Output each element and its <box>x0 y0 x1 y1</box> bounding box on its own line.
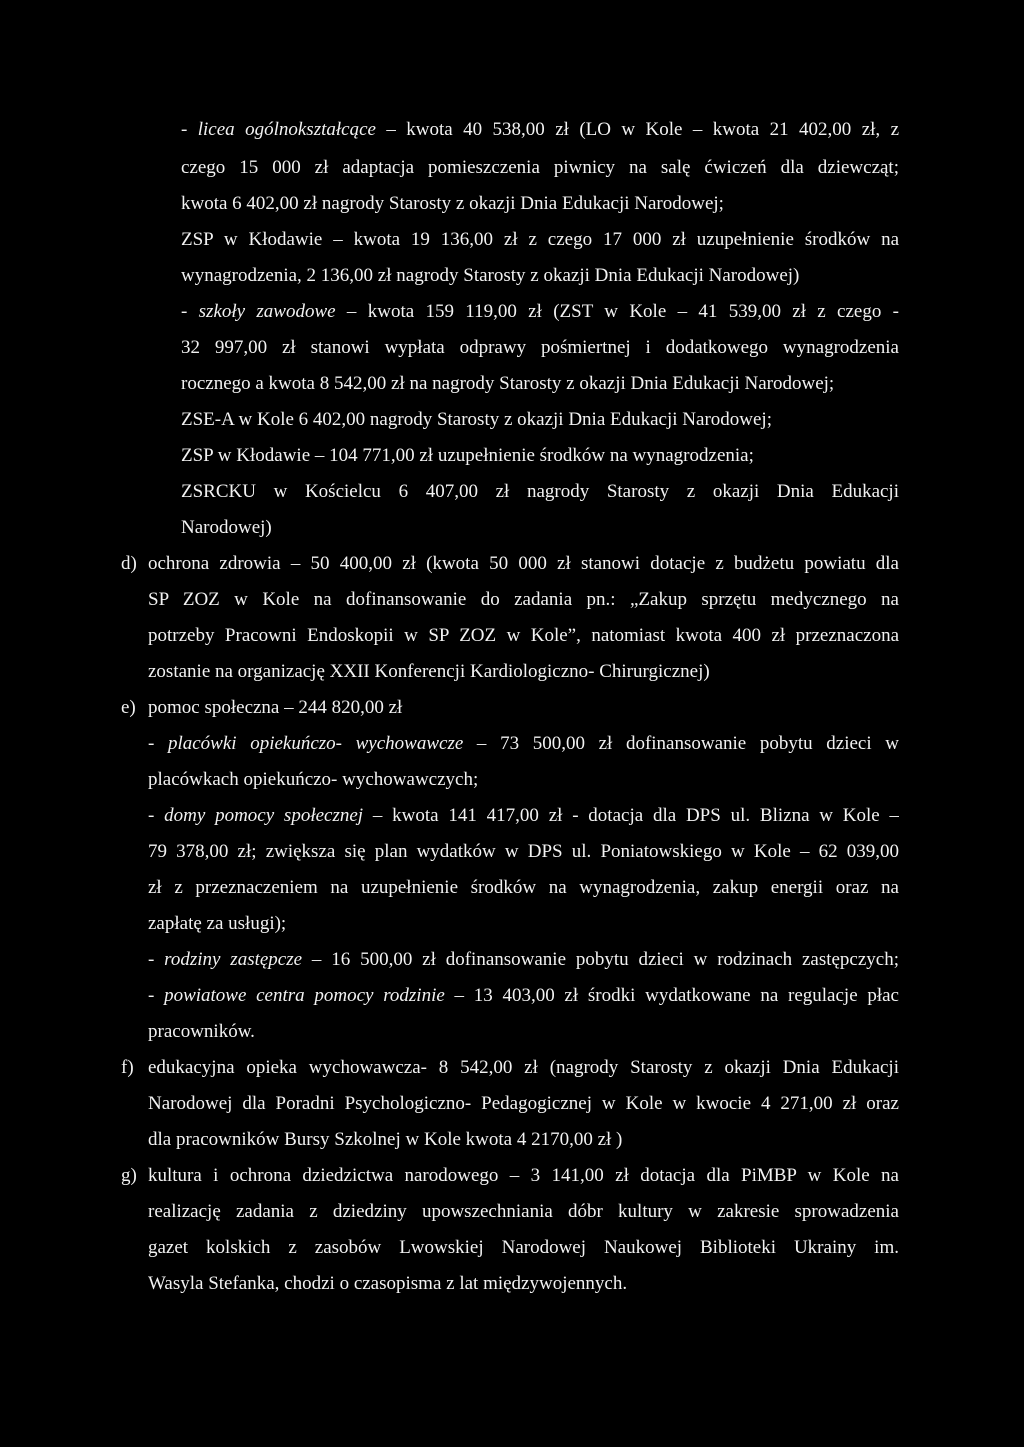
list-item-g <box>0 1161 1024 1191</box>
line-text: 32 997,00 zł stanowi wypłata odprawy pośmiertnej i dodatkowego wynagrodzenia <box>181 337 899 358</box>
line-text: zostanie na organizację XXII Konferencji Kardiologiczno- Chirurgicznej) <box>148 661 710 682</box>
category-term: powiatowe centra pomocy rodzinie <box>164 985 445 1006</box>
paragraph-line <box>0 369 1024 399</box>
paragraph-line <box>0 1269 1024 1299</box>
line-text: Narodowej) <box>181 517 272 538</box>
dash: - <box>148 949 165 970</box>
line-text: gazet kolskich z zasobów Lwowskiej Narodowej Naukowej Biblioteki Ukrainy im. <box>148 1237 899 1258</box>
line-text: ZSP w Kłodawie – 104 771,00 zł uzupełnienie środków na wynagrodzenia; <box>181 445 754 466</box>
paragraph-line <box>0 1089 1024 1119</box>
line-szkoly <box>0 297 1024 327</box>
line-text: wynagrodzenia, 2 136,00 zł nagrody Starosty z okazji Dnia Edukacji Narodowej) <box>181 265 800 286</box>
paragraph-line <box>0 1125 1024 1155</box>
line-text: kwota 6 402,00 zł nagrody Starosty z okazji Dnia Edukacji Narodowej; <box>181 193 724 214</box>
line-rodziny <box>0 945 1024 975</box>
line-text: dla pracowników Bursy Szkolnej w Kole kwota 4 2170,00 zł ) <box>148 1129 623 1150</box>
line-pcpr <box>0 981 1024 1011</box>
line-text: zapłatę za usługi); <box>148 913 287 934</box>
line-text <box>148 729 899 759</box>
line-rest: – 73 500,00 zł dofinansowanie pobytu dzieci w <box>463 733 899 754</box>
line-text: edukacyjna opieka wychowawcza- 8 542,00 zł (nagrody Starosty z okazji Dnia Edukacji <box>148 1057 899 1078</box>
dash: - <box>181 119 198 140</box>
paragraph-line <box>0 333 1024 363</box>
line-text: ZSRCKU w Kościelcu 6 407,00 zł nagrody Starosty z okazji Dnia Edukacji <box>181 481 899 502</box>
paragraph-line <box>0 1233 1024 1263</box>
category-term: szkoły zawodowe <box>198 301 336 322</box>
category-term: rodziny zastępcze <box>164 949 303 970</box>
paragraph-line <box>0 441 1024 471</box>
paragraph-line <box>0 1197 1024 1227</box>
list-item-f <box>0 1053 1024 1083</box>
line-text: SP ZOZ w Kole na dofinansowanie do zadania pn.: „Zakup sprzętu medycznego na <box>148 589 899 610</box>
paragraph-line <box>0 621 1024 651</box>
line-text: placówkach opiekuńczo- wychowawczych; <box>148 769 479 790</box>
line-text: realizację zadania z dziedziny upowszechniania dóbr kultury w zakresie sprowadzenia <box>148 1201 899 1222</box>
list-marker: e) <box>121 697 136 718</box>
line-placowki <box>0 729 1024 759</box>
line-text: ochrona zdrowia – 50 400,00 zł (kwota 50 000 zł stanowi dotacje z budżetu powiatu dla <box>148 553 899 574</box>
line-text <box>148 801 899 831</box>
paragraph-line <box>0 657 1024 687</box>
line-text: potrzeby Pracowni Endoskopii w SP ZOZ w Kole”, natomiast kwota 400 zł przeznaczona <box>148 625 899 646</box>
dash: - <box>181 301 199 322</box>
paragraph-line <box>0 153 1024 183</box>
line-text: 79 378,00 zł; zwiększa się plan wydatków w DPS ul. Poniatowskiego w Kole – 62 039,00 <box>148 841 899 862</box>
paragraph-line <box>0 1017 1024 1047</box>
line-text: rocznego a kwota 8 542,00 zł na nagrody Starosty z okazji Dnia Edukacji Narodowej; <box>181 373 835 394</box>
paragraph-line <box>0 513 1024 543</box>
line-licea <box>0 115 1024 145</box>
line-rest: – 13 403,00 zł środki wydatkowane na regulacje płac <box>444 985 899 1006</box>
line-rest: – kwota 159 119,00 zł (ZST w Kole – 41 539,00 zł z czego - <box>335 301 899 322</box>
paragraph-line <box>0 225 1024 255</box>
line-text: pomoc społeczna – 244 820,00 zł <box>148 697 403 718</box>
line-text: ZSP w Kłodawie – kwota 19 136,00 zł z czego 17 000 zł uzupełnienie środków na <box>181 229 899 250</box>
line-text <box>148 945 899 975</box>
line-text <box>148 981 899 1011</box>
line-rest: – kwota 40 538,00 zł (LO w Kole – kwota 21 402,00 zł, z <box>375 119 899 140</box>
line-text: kultura i ochrona dziedzictwa narodowego – 3 141,00 zł dotacja dla PiMBP w Kole na <box>148 1165 899 1186</box>
line-text <box>181 115 899 145</box>
line-text: pracowników. <box>148 1021 255 1042</box>
paragraph-line <box>0 765 1024 795</box>
paragraph-line <box>0 837 1024 867</box>
line-text: ZSE-A w Kole 6 402,00 nagrody Starosty z okazji Dnia Edukacji Narodowej; <box>181 409 772 430</box>
line-rest: – kwota 141 417,00 zł - dotacja dla DPS ul. Blizna w Kole – <box>363 805 899 826</box>
list-item-d <box>0 549 1024 579</box>
line-text: czego 15 000 zł adaptacja pomieszczenia piwnicy na salę ćwiczeń dla dziewcząt; <box>181 157 899 178</box>
paragraph-line <box>0 261 1024 291</box>
list-item-e <box>0 693 1024 723</box>
dash: - <box>148 985 165 1006</box>
list-marker: g) <box>121 1165 137 1186</box>
category-term: licea ogólnokształcące <box>197 119 376 140</box>
list-marker: f) <box>121 1057 134 1078</box>
line-text: zł z przeznaczeniem na uzupełnienie środków na wynagrodzenia, zakup energii oraz na <box>148 877 899 898</box>
line-rest: – 16 500,00 zł dofinansowanie pobytu dzieci w rodzinach zastępczych; <box>302 949 899 970</box>
paragraph-line <box>0 585 1024 615</box>
paragraph-line <box>0 189 1024 219</box>
paragraph-line <box>0 405 1024 435</box>
line-domy <box>0 801 1024 831</box>
paragraph-line <box>0 873 1024 903</box>
list-marker: d) <box>121 553 137 574</box>
line-text: Narodowej dla Poradni Psychologiczno- Pedagogicznej w Kole w kwocie 4 271,00 zł oraz <box>148 1093 899 1114</box>
paragraph-line <box>0 909 1024 939</box>
line-text <box>181 297 899 327</box>
dash: - <box>148 733 168 754</box>
dash: - <box>148 805 165 826</box>
category-term: placówki opiekuńczo- wychowawcze <box>167 733 464 754</box>
line-text: Wasyla Stefanka, chodzi o czasopisma z lat międzywojennych. <box>148 1273 628 1294</box>
category-term: domy pomocy społecznej <box>164 805 364 826</box>
paragraph-line <box>0 477 1024 507</box>
